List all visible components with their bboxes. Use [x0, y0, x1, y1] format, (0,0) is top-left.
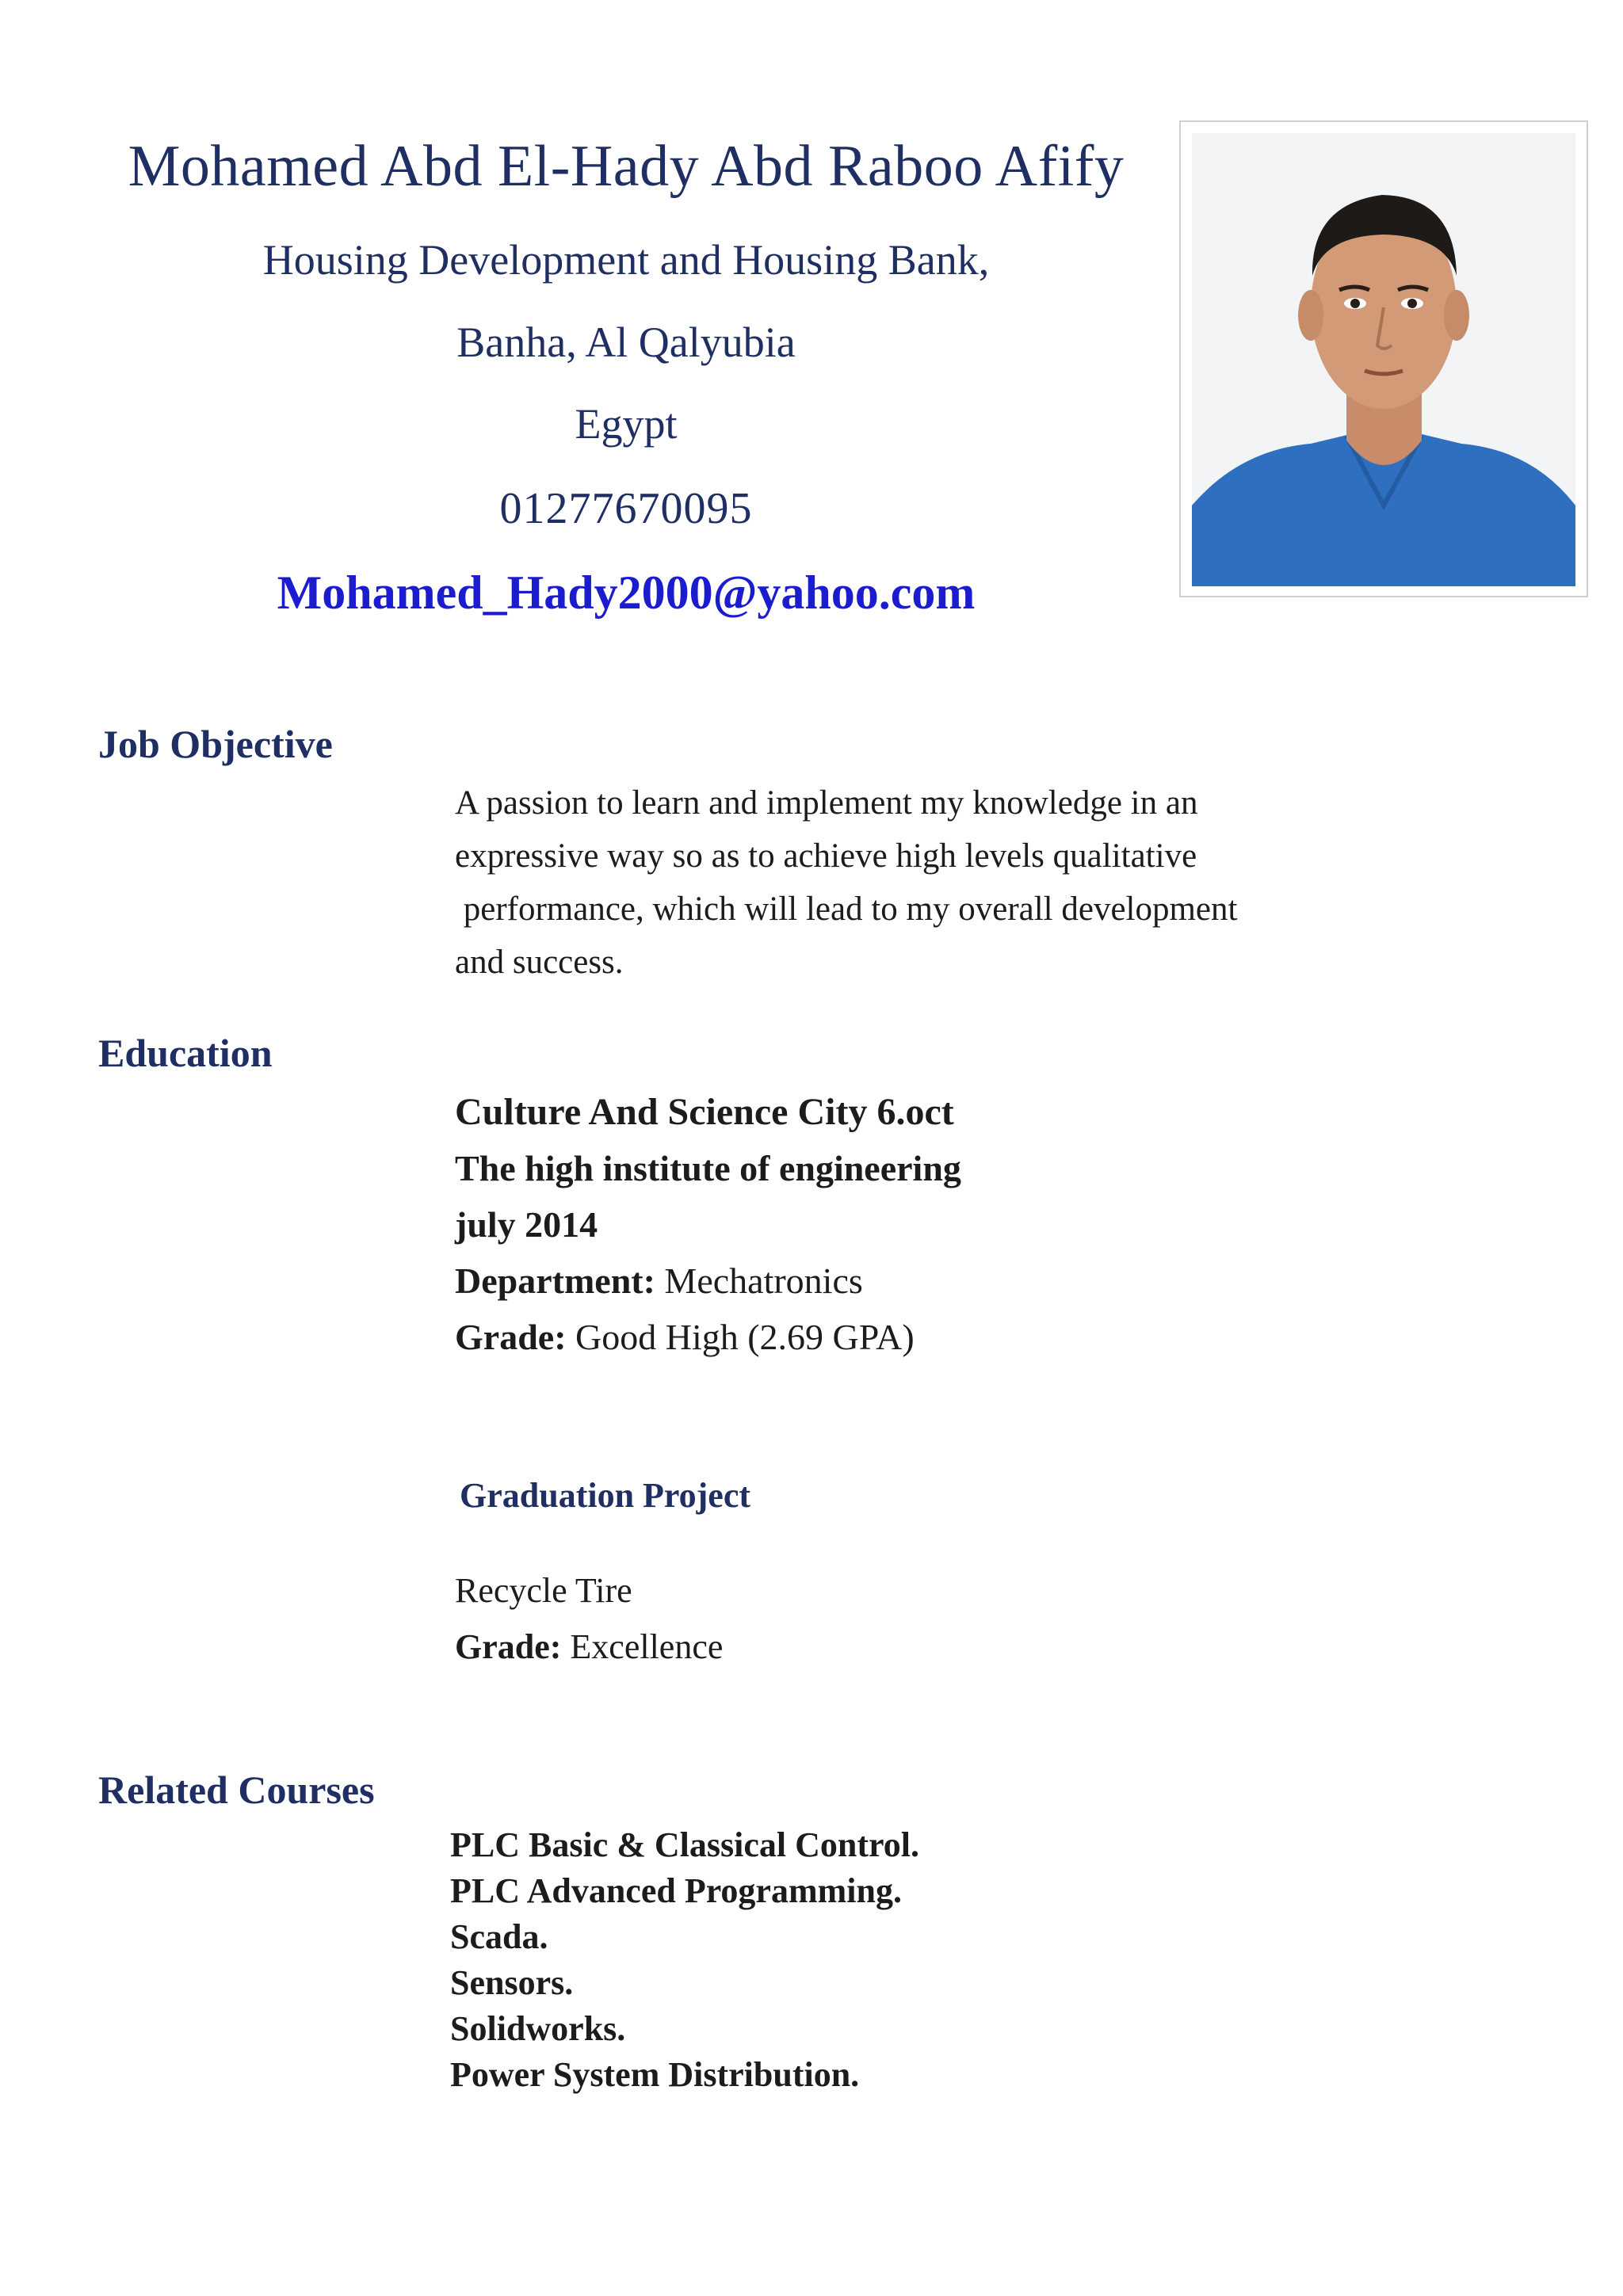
address-line-1: Housing Development and Housing Bank,	[262, 236, 990, 284]
education-institute: The high institute of engineering	[455, 1148, 961, 1188]
related-courses-list	[450, 1822, 919, 2098]
course-item: Scada.	[450, 1917, 548, 1956]
course-item: PLC Basic & Classical Control.	[450, 1825, 919, 1864]
graduation-project-details	[455, 1562, 723, 1675]
phone-number: 01277670095	[499, 483, 753, 533]
department-label: Department:	[455, 1261, 655, 1301]
related-courses-heading: Related Courses	[98, 1768, 375, 1812]
education-department	[455, 1253, 961, 1309]
photo-frame	[1179, 120, 1588, 597]
address-line-2: Banha, Al Qalyubia	[456, 318, 796, 366]
contact-header	[71, 135, 1181, 620]
project-grade-label: Grade:	[455, 1627, 562, 1666]
education-date: july 2014	[455, 1204, 598, 1245]
department-value: Mechatronics	[655, 1261, 863, 1301]
education-details	[455, 1084, 961, 1365]
graduation-project-name: Recycle Tire	[455, 1571, 632, 1610]
job-objective-heading: Job Objective	[98, 722, 333, 766]
candidate-name: Mohamed Abd El-Hady Abd Raboo Afify	[128, 134, 1125, 199]
portrait-photo-icon	[1192, 133, 1575, 586]
education-heading: Education	[98, 1031, 273, 1075]
course-item: PLC Advanced Programming.	[450, 1871, 902, 1910]
objective-line-1: A passion to learn and implement my knowledge in an	[455, 784, 1198, 822]
project-grade-value: Excellence	[561, 1627, 724, 1666]
objective-line-3: performance, which will lead to my overall development	[455, 891, 1238, 928]
education-grade	[455, 1309, 961, 1365]
address-country: Egypt	[575, 400, 678, 448]
job-objective-text	[455, 776, 1237, 989]
graduation-project-grade	[455, 1619, 723, 1675]
grade-value: Good High (2.69 GPA)	[566, 1317, 915, 1357]
objective-line-2: expressive way so as to achieve high levels qualitative	[455, 837, 1197, 875]
course-item: Solidworks.	[450, 2009, 626, 2048]
email-link[interactable]: Mohamed_Hady2000@yahoo.com	[277, 566, 976, 619]
education-institution: Culture And Science City 6.oct	[455, 1091, 954, 1133]
objective-line-4: and success.	[455, 944, 624, 981]
graduation-project-heading: Graduation Project	[460, 1476, 751, 1515]
portrait-photo	[1192, 133, 1575, 586]
grade-label: Grade:	[455, 1317, 567, 1357]
course-item: Power System Distribution.	[450, 2055, 860, 2094]
course-item: Sensors.	[450, 1963, 574, 2002]
